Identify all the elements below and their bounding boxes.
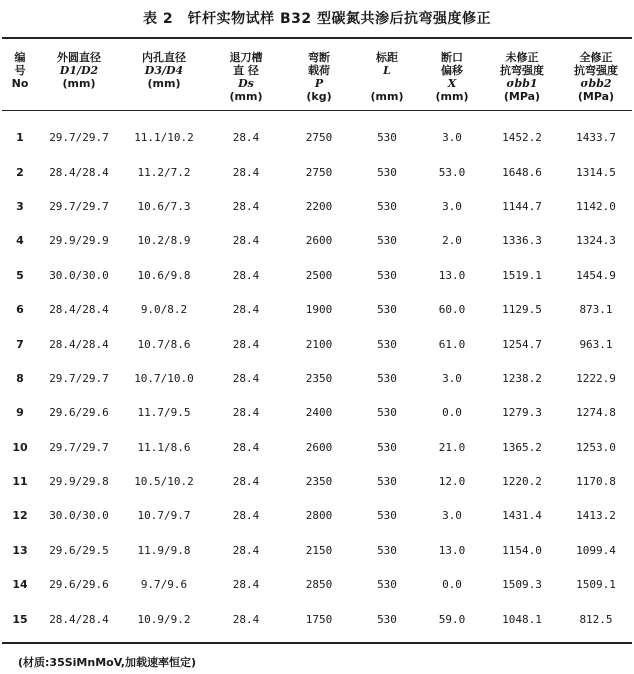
header-row xyxy=(2,38,632,110)
data-table xyxy=(2,37,632,644)
table-row xyxy=(2,499,632,533)
cell-break-load: 2400 xyxy=(305,406,333,420)
table-row xyxy=(2,396,632,430)
header-line: 内孔直径 xyxy=(142,51,186,64)
header-line: (MPa) xyxy=(503,90,541,103)
header-break-load xyxy=(284,38,354,110)
header-line: L xyxy=(383,64,391,77)
cell-outer-diameter: 29.7/29.7 xyxy=(49,131,109,145)
cell-uncorrected-strength: 1365.2 xyxy=(502,440,542,454)
header-corrected-strength xyxy=(560,38,632,110)
header-line: 外圆直径 xyxy=(57,51,101,64)
header-line: X xyxy=(447,77,457,90)
cell-inner-diameter: 10.5/10.2 xyxy=(134,475,194,489)
cell-corrected-strength: 963.1 xyxy=(579,337,613,351)
header-line: σbb1 xyxy=(506,77,538,90)
table-row xyxy=(2,568,632,602)
header-line: 偏移 xyxy=(441,64,463,77)
cell-corrected-strength: 1099.4 xyxy=(576,543,616,557)
cell-outer-diameter: 29.6/29.6 xyxy=(49,578,109,592)
cell-groove-diameter: 28.4 xyxy=(232,131,260,145)
cell-no: 8 xyxy=(16,371,24,385)
header-line: σbb2 xyxy=(580,77,612,90)
footnote: (材质:35SiMnMoV,加载速率恒定) xyxy=(18,656,197,669)
cell-outer-diameter: 30.0/30.0 xyxy=(49,268,109,282)
cell-outer-diameter: 30.0/30.0 xyxy=(49,509,109,523)
cell-break-load: 2350 xyxy=(305,475,333,489)
cell-break-load: 2150 xyxy=(305,543,333,557)
cell-uncorrected-strength: 1431.4 xyxy=(502,509,542,523)
cell-no: 13 xyxy=(12,543,28,557)
header-line: 直 径 xyxy=(233,64,259,77)
cell-span: 530 xyxy=(377,268,397,282)
table-body xyxy=(2,110,632,643)
cell-uncorrected-strength: 1509.3 xyxy=(502,578,542,592)
header-line: 抗弯强度 xyxy=(500,64,544,77)
table-row xyxy=(2,430,632,464)
cell-span: 530 xyxy=(377,303,397,317)
cell-break-load: 2200 xyxy=(305,199,333,213)
cell-corrected-strength: 1253.0 xyxy=(576,440,616,454)
cell-span: 530 xyxy=(377,475,397,489)
table-row xyxy=(2,292,632,326)
cell-span: 530 xyxy=(377,509,397,523)
cell-corrected-strength: 812.5 xyxy=(579,612,613,626)
cell-outer-diameter: 29.6/29.5 xyxy=(49,543,109,557)
cell-no: 3 xyxy=(16,199,24,213)
cell-no: 11 xyxy=(12,475,28,489)
cell-break-load: 2500 xyxy=(305,268,333,282)
cell-corrected-strength: 1454.9 xyxy=(576,268,616,282)
cell-outer-diameter: 28.4/28.4 xyxy=(49,303,109,317)
header-inner-diameter xyxy=(120,38,208,110)
table-row xyxy=(2,327,632,361)
table-row xyxy=(2,361,632,395)
cell-corrected-strength: 1413.2 xyxy=(576,509,616,523)
cell-inner-diameter: 10.7/9.7 xyxy=(137,509,191,523)
cell-outer-diameter: 28.4/28.4 xyxy=(49,612,109,626)
cell-fracture-offset: 3.0 xyxy=(442,199,462,213)
cell-span: 530 xyxy=(377,578,397,592)
cell-break-load: 2750 xyxy=(305,165,333,179)
header-uncorrected-strength xyxy=(484,38,560,110)
cell-break-load: 1750 xyxy=(305,612,333,626)
cell-groove-diameter: 28.4 xyxy=(232,199,260,213)
cell-outer-diameter: 29.7/29.7 xyxy=(49,199,109,213)
cell-corrected-strength: 1170.8 xyxy=(576,475,616,489)
cell-inner-diameter: 9.0/8.2 xyxy=(140,303,188,317)
header-fracture-offset xyxy=(420,38,484,110)
cell-span: 530 xyxy=(377,337,397,351)
table-row xyxy=(2,602,632,643)
cell-groove-diameter: 28.4 xyxy=(232,406,260,420)
cell-break-load: 2350 xyxy=(305,371,333,385)
cell-uncorrected-strength: 1279.3 xyxy=(502,406,542,420)
header-line: D3/D4 xyxy=(144,64,184,77)
cell-no: 1 xyxy=(16,131,24,145)
cell-uncorrected-strength: 1154.0 xyxy=(502,543,542,557)
cell-inner-diameter: 10.7/8.6 xyxy=(137,337,191,351)
cell-fracture-offset: 3.0 xyxy=(442,131,462,145)
cell-fracture-offset: 53.0 xyxy=(438,165,466,179)
header-line: (mm) xyxy=(370,90,404,103)
cell-corrected-strength: 1274.8 xyxy=(576,406,616,420)
header-line: 未修正 xyxy=(505,51,539,64)
cell-inner-diameter: 10.6/7.3 xyxy=(137,199,191,213)
table-row xyxy=(2,464,632,498)
cell-span: 530 xyxy=(377,371,397,385)
cell-fracture-offset: 61.0 xyxy=(438,337,466,351)
cell-inner-diameter: 10.9/9.2 xyxy=(137,612,191,626)
cell-fracture-offset: 13.0 xyxy=(438,268,466,282)
cell-break-load: 2600 xyxy=(305,234,333,248)
cell-no: 14 xyxy=(12,578,28,592)
cell-corrected-strength: 1433.7 xyxy=(576,131,616,145)
cell-uncorrected-strength: 1238.2 xyxy=(502,371,542,385)
table-row xyxy=(2,155,632,189)
header-outer-diameter xyxy=(38,38,120,110)
cell-inner-diameter: 10.2/8.9 xyxy=(137,234,191,248)
cell-groove-diameter: 28.4 xyxy=(232,371,260,385)
cell-fracture-offset: 59.0 xyxy=(438,612,466,626)
table-row xyxy=(2,258,632,292)
header-line: (mm) xyxy=(229,90,263,103)
cell-span: 530 xyxy=(377,165,397,179)
cell-span: 530 xyxy=(377,234,397,248)
cell-groove-diameter: 28.4 xyxy=(232,337,260,351)
cell-groove-diameter: 28.4 xyxy=(232,165,260,179)
cell-span: 530 xyxy=(377,612,397,626)
header-line: 断口 xyxy=(441,51,463,64)
cell-corrected-strength: 1509.1 xyxy=(576,578,616,592)
cell-inner-diameter: 11.1/10.2 xyxy=(134,131,194,145)
cell-no: 12 xyxy=(12,509,28,523)
cell-groove-diameter: 28.4 xyxy=(232,268,260,282)
cell-break-load: 2800 xyxy=(305,509,333,523)
cell-groove-diameter: 28.4 xyxy=(232,303,260,317)
cell-inner-diameter: 11.2/7.2 xyxy=(137,165,191,179)
cell-groove-diameter: 28.4 xyxy=(232,509,260,523)
header-line: (mm) xyxy=(62,77,96,90)
header-line: No xyxy=(11,77,29,90)
header-line: (mm) xyxy=(147,77,181,90)
cell-span: 530 xyxy=(377,440,397,454)
cell-no: 2 xyxy=(16,165,24,179)
cell-fracture-offset: 0.0 xyxy=(442,578,462,592)
header-groove-diameter xyxy=(208,38,284,110)
header-line: Ds xyxy=(238,77,254,90)
cell-no: 6 xyxy=(16,303,24,317)
cell-inner-diameter: 11.1/8.6 xyxy=(137,440,191,454)
cell-no: 5 xyxy=(16,268,24,282)
cell-uncorrected-strength: 1220.2 xyxy=(502,475,542,489)
cell-inner-diameter: 10.7/10.0 xyxy=(134,371,194,385)
cell-outer-diameter: 28.4/28.4 xyxy=(49,165,109,179)
cell-no: 10 xyxy=(12,440,28,454)
table-row xyxy=(2,224,632,258)
cell-groove-diameter: 28.4 xyxy=(232,578,260,592)
header-line: (mm) xyxy=(435,90,469,103)
header-line: (MPa) xyxy=(577,90,615,103)
cell-break-load: 2100 xyxy=(305,337,333,351)
cell-break-load: 2600 xyxy=(305,440,333,454)
cell-break-load: 2750 xyxy=(305,131,333,145)
cell-inner-diameter: 11.9/9.8 xyxy=(137,543,191,557)
cell-uncorrected-strength: 1144.7 xyxy=(502,199,542,213)
header-line: (kg) xyxy=(306,90,332,103)
table-row xyxy=(2,189,632,223)
header-line: D1/D2 xyxy=(59,64,99,77)
header-line: 弯断 xyxy=(308,51,330,64)
cell-uncorrected-strength: 1336.3 xyxy=(502,234,542,248)
page-title: 表 2 钎杆实物试样 B32 型碳氮共渗后抗弯强度修正 xyxy=(142,11,491,27)
cell-fracture-offset: 3.0 xyxy=(442,509,462,523)
header-line xyxy=(354,77,420,90)
cell-span: 530 xyxy=(377,131,397,145)
cell-uncorrected-strength: 1254.7 xyxy=(502,337,542,351)
header-line: 标距 xyxy=(376,51,398,64)
cell-corrected-strength: 1314.5 xyxy=(576,165,616,179)
cell-outer-diameter: 29.7/29.7 xyxy=(49,440,109,454)
cell-groove-diameter: 28.4 xyxy=(232,543,260,557)
cell-groove-diameter: 28.4 xyxy=(232,475,260,489)
cell-groove-diameter: 28.4 xyxy=(232,612,260,626)
cell-no: 4 xyxy=(16,234,24,248)
cell-fracture-offset: 0.0 xyxy=(442,406,462,420)
cell-span: 530 xyxy=(377,406,397,420)
header-span xyxy=(354,38,420,110)
cell-fracture-offset: 2.0 xyxy=(442,234,462,248)
header-no xyxy=(2,38,38,110)
cell-corrected-strength: 1222.9 xyxy=(576,371,616,385)
header-line: 抗弯强度 xyxy=(574,64,618,77)
cell-outer-diameter: 28.4/28.4 xyxy=(49,337,109,351)
cell-corrected-strength: 873.1 xyxy=(579,303,613,317)
cell-uncorrected-strength: 1048.1 xyxy=(502,612,542,626)
cell-groove-diameter: 28.4 xyxy=(232,234,260,248)
cell-fracture-offset: 3.0 xyxy=(442,371,462,385)
cell-groove-diameter: 28.4 xyxy=(232,440,260,454)
table-row xyxy=(2,110,632,155)
cell-break-load: 2850 xyxy=(305,578,333,592)
cell-outer-diameter: 29.6/29.6 xyxy=(49,406,109,420)
header-line: 编 xyxy=(14,51,26,64)
cell-uncorrected-strength: 1648.6 xyxy=(502,165,542,179)
cell-span: 530 xyxy=(377,199,397,213)
table-row xyxy=(2,533,632,567)
cell-outer-diameter: 29.7/29.7 xyxy=(49,371,109,385)
cell-fracture-offset: 13.0 xyxy=(438,543,466,557)
cell-no: 9 xyxy=(16,406,24,420)
cell-no: 7 xyxy=(16,337,24,351)
cell-fracture-offset: 21.0 xyxy=(438,440,466,454)
cell-uncorrected-strength: 1519.1 xyxy=(502,268,542,282)
cell-inner-diameter: 11.7/9.5 xyxy=(137,406,191,420)
cell-fracture-offset: 12.0 xyxy=(438,475,466,489)
cell-outer-diameter: 29.9/29.8 xyxy=(49,475,109,489)
cell-corrected-strength: 1142.0 xyxy=(576,199,616,213)
header-line: 全修正 xyxy=(579,51,613,64)
header-line: P xyxy=(314,77,324,90)
header-line: 退刀槽 xyxy=(229,51,263,64)
header-line: 载荷 xyxy=(308,64,330,77)
cell-inner-diameter: 9.7/9.6 xyxy=(140,578,188,592)
cell-uncorrected-strength: 1129.5 xyxy=(502,303,542,317)
cell-break-load: 1900 xyxy=(305,303,333,317)
cell-inner-diameter: 10.6/9.8 xyxy=(137,268,191,282)
cell-corrected-strength: 1324.3 xyxy=(576,234,616,248)
cell-outer-diameter: 29.9/29.9 xyxy=(49,234,109,248)
cell-fracture-offset: 60.0 xyxy=(438,303,466,317)
cell-uncorrected-strength: 1452.2 xyxy=(502,131,542,145)
cell-span: 530 xyxy=(377,543,397,557)
header-line: 号 xyxy=(14,64,26,77)
cell-no: 15 xyxy=(12,612,28,626)
